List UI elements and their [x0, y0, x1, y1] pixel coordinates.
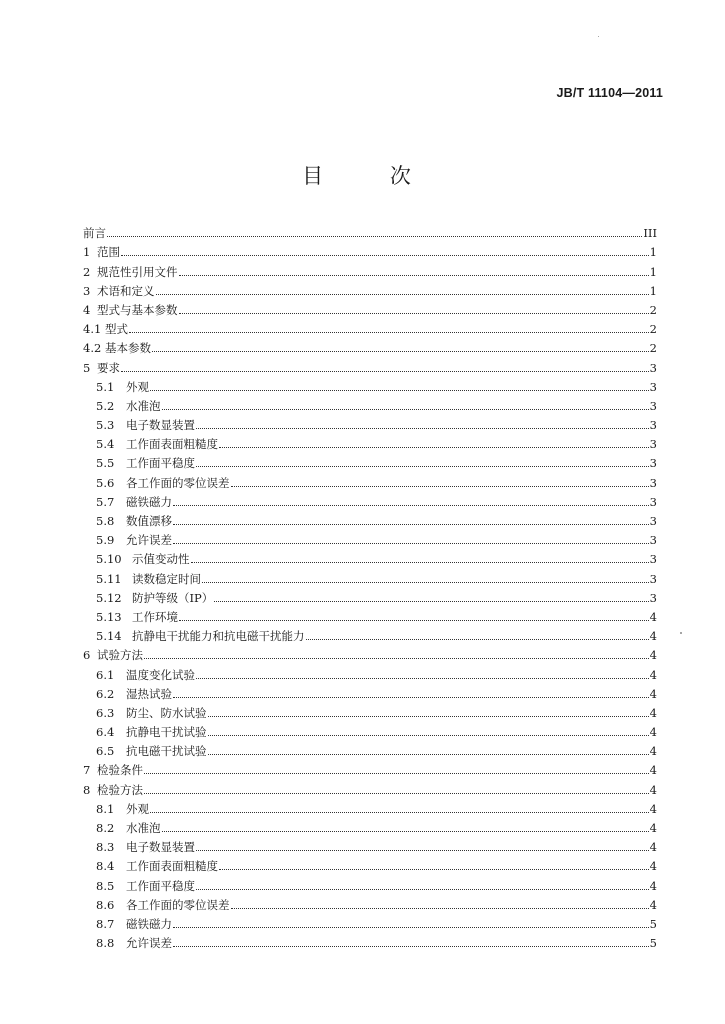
toc-entry-label: 工作环境: [132, 609, 178, 624]
toc-entry-number: 2: [83, 264, 91, 279]
toc-entry[interactable]: [83, 777, 657, 796]
toc-entry-number: 5.8: [96, 514, 115, 528]
toc-entry-page: 3: [649, 552, 657, 567]
toc-entry-number: 5.12: [96, 590, 122, 605]
toc-entry-number: 1: [83, 245, 91, 260]
toc-entry-number: 5.6: [96, 475, 115, 490]
toc-leader-dots: [173, 543, 649, 544]
toc-entry[interactable]: [83, 413, 657, 432]
toc-leader-dots: [179, 275, 649, 276]
toc-entry-number: 8.8: [96, 936, 115, 951]
toc-entry-page: 3: [649, 418, 657, 433]
toc-entry-page: 3: [649, 456, 657, 471]
toc-entry[interactable]: [83, 586, 657, 605]
toc-entry-number: 6.5: [96, 744, 115, 759]
toc-entry[interactable]: [83, 221, 657, 240]
toc-leader-dots: [208, 754, 649, 755]
toc-entry-label: 工作面平稳度: [126, 456, 195, 471]
toc-entry-number: 5.4: [96, 437, 115, 452]
toc-entry[interactable]: [83, 682, 657, 701]
toc-entry-label: 防尘、防水试验: [126, 705, 207, 720]
toc-entry-label: 电子数显装置: [126, 840, 195, 855]
toc-entry-label: 型式: [105, 322, 128, 337]
toc-entry-label: 规范性引用文件: [97, 264, 178, 279]
toc-leader-dots: [219, 447, 649, 448]
toc-entry-page: 4: [649, 744, 657, 759]
toc-entry[interactable]: [83, 528, 657, 547]
toc-entry-number: 8.3: [96, 840, 115, 855]
toc-entry[interactable]: [83, 566, 657, 585]
toc-leader-dots: [121, 255, 649, 256]
toc-entry-number: 6: [83, 648, 91, 663]
toc-entry[interactable]: [83, 547, 657, 566]
toc-entry-number: 8.4: [96, 859, 115, 874]
toc-entry-label: 工作面表面粗糙度: [126, 437, 218, 452]
toc-entry-label: 要求: [97, 360, 120, 375]
toc-entry[interactable]: [83, 259, 657, 278]
toc-entry-page: 4: [649, 859, 657, 874]
toc-leader-dots: [173, 505, 649, 506]
toc-entry[interactable]: [83, 432, 657, 451]
toc-entry-page: 1: [649, 264, 657, 279]
toc-entry[interactable]: [83, 912, 657, 931]
toc-entry-label: 防护等级（IP）: [132, 590, 214, 605]
toc-entry-label: 允许误差: [126, 533, 172, 548]
toc-leader-dots: [144, 793, 649, 794]
toc-entry-page: 4: [649, 609, 657, 624]
page-title: 目 次: [302, 164, 441, 188]
scan-speck: [680, 632, 682, 634]
toc-leader-dots: [231, 908, 649, 909]
toc-leader-dots: [306, 639, 649, 640]
toc-entry[interactable]: [83, 797, 657, 816]
toc-entry-page: 5: [649, 936, 657, 951]
toc-entry[interactable]: [83, 720, 657, 739]
toc-leader-dots: [196, 678, 649, 679]
toc-leader-dots: [196, 428, 649, 429]
toc-entry-label: 湿热试验: [126, 686, 172, 701]
toc-entry-number: 8.2: [96, 821, 115, 835]
toc-entry-label: 水准泡: [126, 398, 161, 413]
toc-entry-number: 5.9: [96, 533, 115, 548]
toc-entry-label: 前言: [83, 226, 106, 241]
toc-entry[interactable]: [83, 893, 657, 912]
toc-entry-number: 4: [83, 302, 91, 317]
toc-leader-dots: [107, 236, 642, 237]
toc-entry-number: 8.1: [96, 801, 115, 816]
toc-leader-dots: [202, 582, 649, 583]
toc-leader-dots: [144, 658, 649, 659]
toc-entry-label: 基本参数: [105, 341, 151, 356]
toc-entry[interactable]: [83, 835, 657, 854]
toc-entry-page: 2: [649, 341, 657, 356]
toc-entry[interactable]: [83, 624, 657, 643]
toc-entry-number: 5.7: [96, 494, 115, 509]
toc-entry[interactable]: [83, 816, 657, 835]
toc-entry-number: 5.10: [96, 552, 122, 567]
toc-entry-number: 6.1: [96, 667, 115, 682]
toc-entry-number: 3: [83, 283, 91, 298]
toc-leader-dots: [214, 601, 648, 602]
toc-leader-dots: [150, 812, 649, 813]
scan-speck: [598, 36, 599, 37]
toc-entry-page: 3: [649, 590, 657, 605]
toc-entry-number: 8: [83, 782, 91, 797]
toc-entry-page: 4: [649, 782, 657, 797]
toc-entry-label: 磁铁磁力: [126, 494, 172, 509]
toc-entry-number: 5.11: [96, 571, 122, 586]
toc-leader-dots: [179, 620, 649, 621]
toc-leader-dots: [156, 294, 649, 295]
toc-entry[interactable]: [83, 317, 657, 336]
toc-entry-page: 3: [649, 494, 657, 509]
toc-leader-dots: [173, 946, 649, 947]
toc-entry-page: 3: [649, 514, 657, 528]
toc-entry[interactable]: [83, 931, 657, 950]
toc-entry-number: 8.7: [96, 916, 115, 931]
toc-entry-page: 4: [649, 801, 657, 816]
toc-entry-page: 2: [649, 322, 657, 337]
toc-entry-label: 抗静电干扰能力和抗电磁干扰能力: [132, 629, 305, 644]
toc-leader-dots: [162, 409, 649, 410]
toc-leader-dots: [191, 562, 649, 563]
toc-entry-number: 5.14: [96, 629, 122, 644]
toc-entry-number: 5.3: [96, 418, 115, 433]
toc-entry[interactable]: [83, 662, 657, 681]
toc-entry-page: 4: [649, 725, 657, 740]
toc-entry[interactable]: [83, 394, 657, 413]
toc-entry-number: 5.5: [96, 456, 115, 471]
toc-entry-label: 外观: [126, 801, 149, 816]
toc-entry-label: 允许误差: [126, 936, 172, 951]
toc-entry-label: 范围: [97, 245, 120, 260]
toc-leader-dots: [144, 773, 649, 774]
toc-entry-number: 8.6: [96, 897, 115, 912]
toc-entry-page: 3: [649, 437, 657, 452]
toc-entry-label: 温度变化试验: [126, 667, 195, 682]
toc-leader-dots: [173, 524, 649, 525]
toc-entry-page: 3: [649, 571, 657, 586]
toc-entry-number: 4.2: [83, 341, 102, 356]
toc-entry-number: 8.5: [96, 878, 115, 893]
toc-entry-page: 4: [649, 821, 657, 835]
toc-entry-label: 抗静电干扰试验: [126, 725, 207, 740]
toc-entry-page: 4: [649, 897, 657, 912]
toc-entry[interactable]: [83, 605, 657, 624]
toc-entry-label: 读数稳定时间: [132, 571, 201, 586]
toc-entry-page: 4: [649, 686, 657, 701]
toc-entry[interactable]: [83, 355, 657, 374]
toc-entry[interactable]: [83, 336, 657, 355]
toc-leader-dots: [173, 927, 649, 928]
toc-entry-number: 5.13: [96, 609, 122, 624]
toc-leader-dots: [150, 390, 649, 391]
toc-entry-page: 3: [649, 360, 657, 375]
toc-entry-label: 各工作面的零位误差: [126, 475, 230, 490]
toc-entry-number: 5.1: [96, 379, 115, 394]
toc-entry-number: 7: [83, 763, 91, 778]
toc-entry[interactable]: [83, 375, 657, 394]
toc-entry-page: III: [643, 226, 657, 241]
toc-entry[interactable]: [83, 240, 657, 259]
toc-entry-label: 型式与基本参数: [97, 302, 178, 317]
toc-entry[interactable]: [83, 701, 657, 720]
toc-entry-page: 1: [649, 245, 657, 260]
toc-entry[interactable]: [83, 470, 657, 489]
toc-entry-label: 检验条件: [97, 763, 143, 778]
toc-entry-label: 工作面表面粗糙度: [126, 859, 218, 874]
toc-entry-label: 检验方法: [97, 782, 143, 797]
toc-entry-label: 术语和定义: [97, 283, 155, 298]
toc-entry[interactable]: [83, 854, 657, 873]
toc-entry-page: 1: [649, 283, 657, 298]
toc-entry[interactable]: [83, 643, 657, 662]
toc-entry-page: 4: [649, 648, 657, 663]
toc-entry-label: 电子数显装置: [126, 418, 195, 433]
toc-entry[interactable]: [83, 451, 657, 470]
toc-entry-page: 3: [649, 475, 657, 490]
toc-entry-page: 4: [649, 840, 657, 855]
toc-entry[interactable]: [83, 758, 657, 777]
table-of-contents: [83, 221, 657, 950]
toc-entry-page: 4: [649, 629, 657, 644]
toc-leader-dots: [179, 313, 649, 314]
toc-entry-label: 抗电磁干扰试验: [126, 744, 207, 759]
standard-number: JB/T 11104—2011: [556, 86, 663, 100]
toc-entry[interactable]: [83, 279, 657, 298]
toc-entry-label: 工作面平稳度: [126, 878, 195, 893]
toc-entry-number: 5.2: [96, 398, 115, 413]
toc-leader-dots: [196, 466, 649, 467]
toc-entry[interactable]: [83, 490, 657, 509]
toc-entry-number: 6.2: [96, 686, 115, 701]
toc-entry-number: 4.1: [83, 322, 102, 337]
toc-leader-dots: [152, 351, 649, 352]
toc-entry-label: 试验方法: [97, 648, 143, 663]
toc-entry-number: 6.3: [96, 705, 115, 720]
toc-entry-page: 5: [649, 916, 657, 931]
toc-entry[interactable]: [83, 509, 657, 528]
toc-entry-label: 示值变动性: [132, 552, 190, 567]
toc-entry-label: 外观: [126, 379, 149, 394]
toc-entry-label: 数值漂移: [126, 514, 172, 528]
toc-leader-dots: [196, 889, 649, 890]
toc-leader-dots: [208, 716, 649, 717]
toc-entry-number: 6.4: [96, 725, 115, 740]
toc-entry[interactable]: [83, 873, 657, 892]
toc-entry-page: 4: [649, 878, 657, 893]
toc-leader-dots: [173, 697, 649, 698]
toc-entry-page: 3: [649, 398, 657, 413]
toc-entry-label: 水准泡: [126, 821, 161, 835]
toc-entry-page: 3: [649, 533, 657, 548]
toc-entry-number: 5: [83, 360, 91, 375]
toc-entry-page: 2: [649, 302, 657, 317]
toc-entry-label: 各工作面的零位误差: [126, 897, 230, 912]
toc-leader-dots: [231, 486, 649, 487]
toc-entry-page: 4: [649, 763, 657, 778]
toc-entry-page: 4: [649, 705, 657, 720]
toc-leader-dots: [129, 332, 649, 333]
toc-entry-page: 3: [649, 379, 657, 394]
toc-leader-dots: [208, 735, 649, 736]
toc-entry[interactable]: [83, 739, 657, 758]
toc-leader-dots: [219, 869, 649, 870]
toc-entry-label: 磁铁磁力: [126, 916, 172, 931]
toc-entry[interactable]: [83, 298, 657, 317]
toc-entry-page: 4: [649, 667, 657, 682]
toc-leader-dots: [162, 831, 649, 832]
toc-leader-dots: [196, 850, 649, 851]
toc-leader-dots: [121, 371, 649, 372]
